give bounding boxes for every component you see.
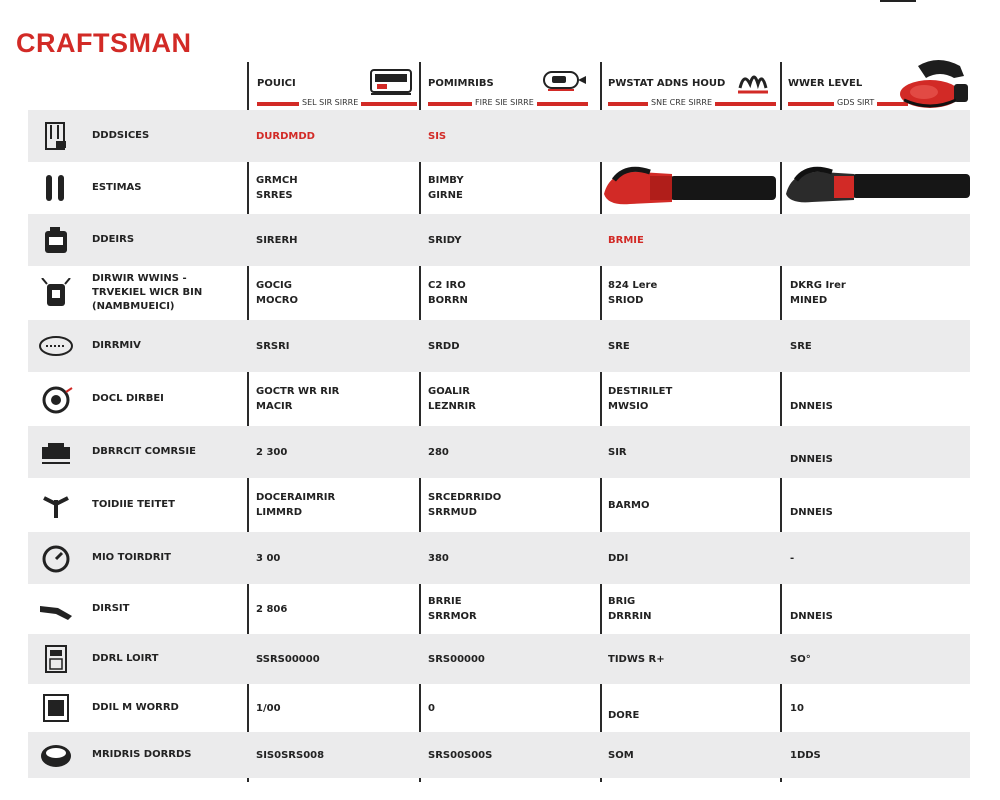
column-title: POMIMRIBS [428, 78, 494, 89]
table-cell: 1/00 [256, 702, 281, 714]
row-label: TOIDIIE TEITET [92, 499, 175, 510]
table-cell: SRS00S00S [428, 749, 493, 761]
battery-pack-icon [369, 66, 415, 98]
table-cell: 3 00 [256, 552, 281, 564]
table-row [28, 266, 970, 320]
table-cell: - [790, 552, 795, 564]
table-row [28, 372, 970, 426]
column-subtitle: SEL SIR SIRRE [299, 98, 361, 107]
row-label: DDRL LOIRT [92, 653, 159, 664]
table-cell: C2 IRO BORRN [428, 280, 468, 306]
table-row [28, 214, 970, 266]
table-cell: BRRIE SRRMOR [428, 596, 477, 622]
engine-icon [38, 384, 74, 414]
row-label: DIRRMIV [92, 340, 141, 351]
table-cell: BARMO [608, 499, 650, 511]
table-cell: SRCEDRRIDO SRRMUD [428, 492, 502, 518]
table-cell: SIS [428, 130, 447, 142]
top-edge-rule [880, 0, 916, 2]
table-cell: 380 [428, 552, 449, 564]
row-label: MRIDRIS DORRDS [92, 749, 192, 760]
row-label: DDIL M WORRD [92, 702, 179, 713]
table-cell: TIDWS R+ [608, 653, 665, 665]
filter-icon [38, 740, 74, 770]
row-label: DOCL DIRBEI [92, 393, 164, 404]
brand-logo: CRAFTSMAN [16, 28, 192, 58]
table-cell: SRE [790, 340, 812, 352]
table-row [28, 684, 970, 732]
table-cell: GOALIR LEZNRIR [428, 386, 476, 412]
table-cell: SRDD [428, 340, 460, 352]
table-row [28, 426, 970, 478]
table-cell: DNNEIS [790, 454, 833, 465]
column-title: PWSTAT ADNS HOUD [608, 78, 726, 89]
column-header-3 [608, 62, 778, 112]
table-cell: GOCTR WR RIR MACIR [256, 386, 340, 412]
keypad-icon [38, 644, 74, 674]
table-cell: SO° [790, 653, 811, 665]
joystick-icon [38, 490, 74, 520]
table-cell: SOM [608, 749, 634, 761]
table-cell: SSRS00000 [256, 653, 320, 665]
table-cell: 824 Lere SRIOD [608, 280, 658, 306]
table-cell: DKRG Irer MINED [790, 280, 846, 306]
handles-icon [38, 173, 74, 203]
table-cell: BRMIE [608, 234, 644, 246]
table-cell: SIS0SRS008 [256, 749, 325, 761]
row-label: DIRSIT [92, 603, 130, 614]
table-cell: BIMBY GIRNE [428, 175, 464, 201]
column-header-2 [428, 62, 598, 112]
row-label: DBRRCIT COMRSIE [92, 446, 196, 457]
column-title: POUICI [257, 78, 296, 89]
engine-block-icon [38, 437, 74, 467]
table-cell: SRIDY [428, 234, 462, 246]
column-title: WWER LEVEL [788, 78, 863, 89]
column-subtitle: FIRE SIE SIRRE [472, 98, 537, 107]
column-subtitle: SNE CRE SIRRE [648, 98, 715, 107]
row-label: DDDSICES [92, 130, 150, 141]
table-row [28, 478, 970, 532]
table-cell: SRS00000 [428, 653, 485, 665]
table-cell: DOCERAIMRIR LIMMRD [256, 492, 336, 518]
tool-grid-icon [38, 121, 74, 151]
table-cell: DNNEIS [790, 611, 833, 622]
table-row [28, 110, 970, 162]
column-header-1 [257, 62, 417, 112]
table-cell: GRMCH SRRES [256, 175, 298, 201]
vent-grille-icon [38, 331, 74, 361]
table-cell: DNNEIS [790, 507, 833, 518]
table-cell: SIR [608, 446, 627, 458]
table-cell: SRE [608, 340, 630, 352]
row-label: MIO TOIRDRIT [92, 552, 171, 563]
charger-icon [540, 66, 590, 96]
nozzle-icon [38, 594, 74, 624]
blower-motor-icon [894, 56, 970, 112]
table-row [28, 532, 970, 584]
table-cell: 10 [790, 702, 804, 714]
row-label: ESTIMAS [92, 182, 142, 193]
table-cell: 1DDS [790, 749, 821, 761]
table-cell: 0 [428, 702, 435, 714]
table-row [28, 732, 970, 778]
table-cell: SRSRI [256, 340, 290, 352]
fuel-tank-icon [38, 225, 74, 255]
table-cell: 2 300 [256, 446, 288, 458]
fan-impeller-icon [736, 66, 770, 96]
table-row [28, 320, 970, 372]
table-cell: 2 806 [256, 603, 288, 615]
table-cell: SIRERH [256, 234, 298, 246]
row-label: DIRWIR WWINS - TRVEKIEL WICR BIN (NAMBMUEICI) [92, 273, 203, 312]
table-row [28, 634, 970, 684]
column-header-4 [788, 62, 970, 112]
column-subtitle: GDS SIRT [834, 98, 877, 107]
table-cell: BRIG DRRRIN [608, 596, 652, 622]
backpack-icon [38, 278, 74, 308]
table-row [28, 584, 970, 634]
row-label: DDEIRS [92, 234, 135, 245]
table-cell: 280 [428, 446, 449, 458]
table-cell: GOCIG MOCRO [256, 280, 298, 306]
panel-icon [38, 693, 74, 723]
table-cell: DESTIRILET MWSIO [608, 386, 673, 412]
speedometer-icon [38, 543, 74, 573]
table-cell: DNNEIS [790, 401, 833, 412]
table-row [28, 162, 970, 214]
table-cell: DURDMDD [256, 130, 315, 142]
table-cell: DORE [608, 710, 640, 721]
table-cell: DDI [608, 552, 629, 564]
